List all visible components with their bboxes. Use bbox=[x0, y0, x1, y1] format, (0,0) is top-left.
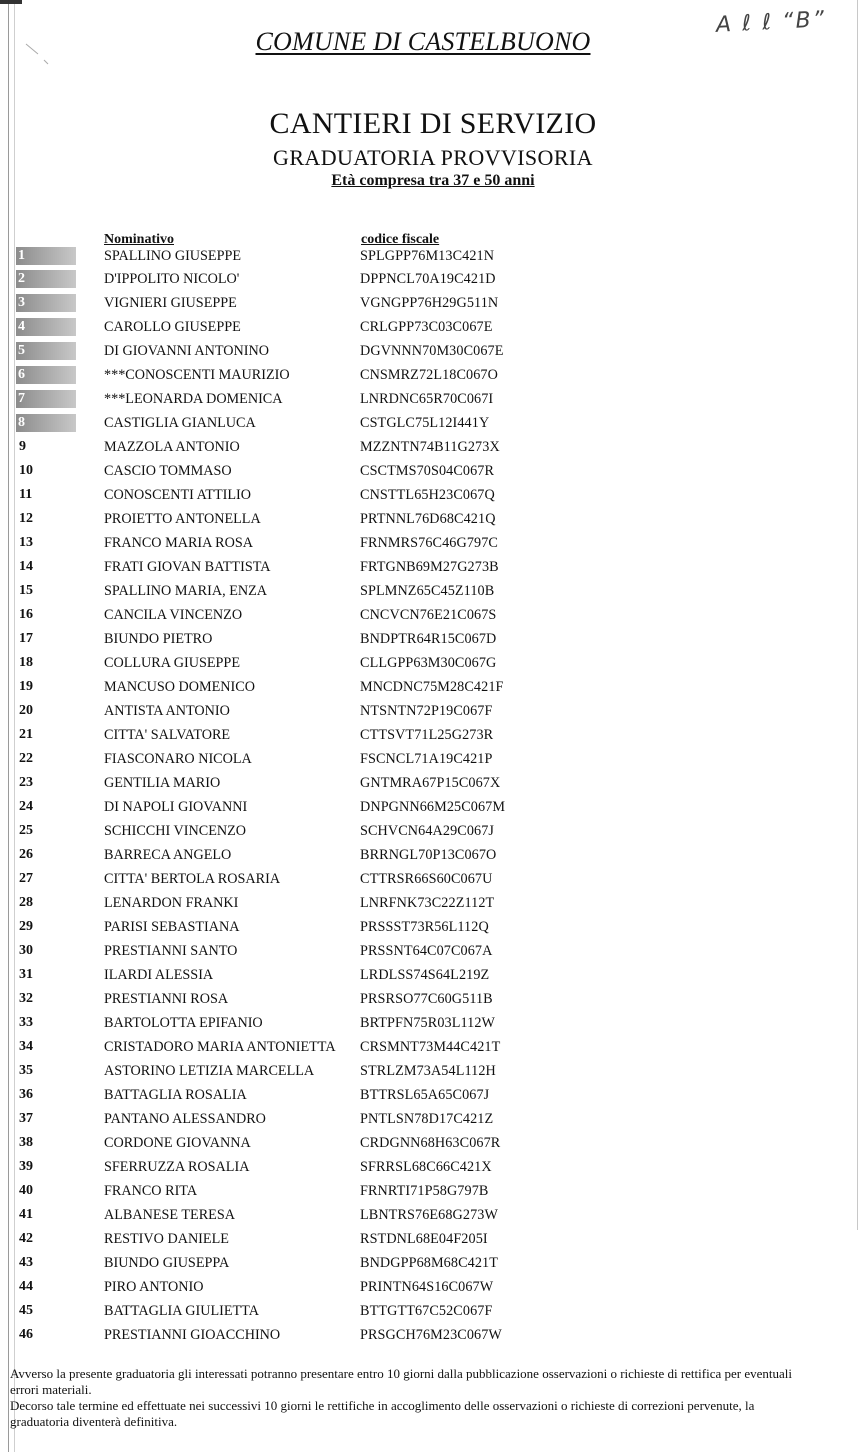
applicant-name: COLLURA GIUSEPPE bbox=[104, 655, 240, 671]
rank-number: 18 bbox=[19, 655, 33, 670]
table-row bbox=[0, 317, 866, 341]
tax-code: CSCTMS70S04C067R bbox=[360, 463, 495, 479]
tax-code: SPLMNZ65C45Z110B bbox=[360, 583, 495, 599]
applicant-name: CITTA' BERTOLA ROSARIA bbox=[104, 871, 281, 887]
tax-code: STRLZM73A54L112H bbox=[360, 1063, 496, 1079]
rank-number: 37 bbox=[19, 1111, 33, 1126]
applicant-name: ***LEONARDA DOMENICA bbox=[104, 391, 283, 407]
applicant-name: CORDONE GIOVANNA bbox=[104, 1135, 251, 1151]
table-row bbox=[0, 1277, 866, 1301]
applicant-name: BARRECA ANGELO bbox=[104, 847, 232, 863]
table-row bbox=[0, 749, 866, 773]
table-row bbox=[0, 629, 866, 653]
table-row bbox=[0, 1325, 866, 1349]
table-row bbox=[0, 989, 866, 1013]
table-row bbox=[0, 1013, 866, 1037]
table-row bbox=[0, 509, 866, 533]
applicant-name: PARISI SEBASTIANA bbox=[104, 919, 240, 935]
rank-number: 11 bbox=[19, 487, 33, 502]
applicant-name: BIUNDO GIUSEPPA bbox=[104, 1255, 230, 1271]
tax-code: CTTSVT71L25G273R bbox=[360, 727, 494, 743]
rank-number: 7 bbox=[16, 390, 76, 408]
applicant-name: RESTIVO DANIELE bbox=[104, 1231, 229, 1247]
tax-code: PRTNNL76D68C421Q bbox=[360, 511, 496, 527]
tax-code: PRINTN64S16C067W bbox=[360, 1279, 494, 1295]
tax-code: PRSSNT64C07C067A bbox=[360, 943, 493, 959]
rank-number: 6 bbox=[16, 366, 76, 384]
rank-number: 9 bbox=[19, 439, 26, 454]
table-row bbox=[0, 1181, 866, 1205]
table-row bbox=[0, 341, 866, 365]
age-range-heading: Età compresa tra 37 e 50 anni bbox=[331, 172, 535, 189]
rank-number: 38 bbox=[19, 1135, 33, 1150]
rank-number: 10 bbox=[19, 463, 33, 478]
applicant-name: CANCILA VINCENZO bbox=[104, 607, 243, 623]
rank-number: 43 bbox=[19, 1255, 33, 1270]
applicant-name: GENTILIA MARIO bbox=[104, 775, 221, 791]
table-row bbox=[0, 246, 866, 269]
tax-code: MNCDNC75M28C421F bbox=[360, 679, 504, 695]
tax-code: DNPGNN66M25C067M bbox=[360, 799, 506, 815]
tax-code: PRSRSO77C60G511B bbox=[360, 991, 493, 1007]
tax-code: PRSSST73R56L112Q bbox=[360, 919, 489, 935]
table-row bbox=[0, 269, 866, 293]
table-row bbox=[0, 365, 866, 389]
applicant-name: DI GIOVANNI ANTONINO bbox=[104, 343, 269, 359]
rank-number: 41 bbox=[19, 1207, 33, 1222]
table-row bbox=[0, 1229, 866, 1253]
tax-code: CRDGNN68H63C067R bbox=[360, 1135, 501, 1151]
tax-code: CSTGLC75L12I441Y bbox=[360, 415, 490, 431]
table-row bbox=[0, 1301, 866, 1325]
tax-code: DPPNCL70A19C421D bbox=[360, 271, 496, 287]
applicant-name: CASCIO TOMMASO bbox=[104, 463, 232, 479]
tax-code: CNSMRZ72L18C067O bbox=[360, 367, 498, 383]
tax-code: LNRFNK73C22Z112T bbox=[360, 895, 495, 911]
tax-code: CRLGPP73C03C067E bbox=[360, 319, 493, 335]
rank-number: 32 bbox=[19, 991, 33, 1006]
applicant-name: CAROLLO GIUSEPPE bbox=[104, 319, 241, 335]
tax-code: FSCNCL71A19C421P bbox=[360, 751, 493, 767]
applicant-name: BATTAGLIA GIULIETTA bbox=[104, 1303, 259, 1319]
table-row bbox=[0, 869, 866, 893]
table-row bbox=[0, 653, 866, 677]
applicant-name: PROIETTO ANTONELLA bbox=[104, 511, 261, 527]
rank-number: 19 bbox=[19, 679, 33, 694]
applicant-name: DI NAPOLI GIOVANNI bbox=[104, 799, 248, 815]
applicant-name: PIRO ANTONIO bbox=[104, 1279, 204, 1295]
table-row bbox=[0, 1133, 866, 1157]
rank-number: 8 bbox=[16, 414, 76, 432]
applicant-name: SCHICCHI VINCENZO bbox=[104, 823, 247, 839]
rank-number: 39 bbox=[19, 1159, 33, 1174]
rank-number: 23 bbox=[19, 775, 33, 790]
rank-number: 33 bbox=[19, 1015, 33, 1030]
applicant-name: PRESTIANNI SANTO bbox=[104, 943, 238, 959]
table-row bbox=[0, 821, 866, 845]
table-row bbox=[0, 1253, 866, 1277]
tax-code: DGVNNN70M30C067E bbox=[360, 343, 504, 359]
tax-code: BRRNGL70P13C067O bbox=[360, 847, 497, 863]
tax-code: FRNMRS76C46G797C bbox=[360, 535, 498, 551]
tax-code: CTTRSR66S60C067U bbox=[360, 871, 493, 887]
tax-code: RSTDNL68E04F205I bbox=[360, 1231, 488, 1247]
table-row bbox=[0, 1061, 866, 1085]
document-title: CANTIERI DI SERVIZIO bbox=[269, 107, 597, 140]
applicant-name: PRESTIANNI ROSA bbox=[104, 991, 229, 1007]
table-row bbox=[0, 413, 866, 437]
applicant-name: PRESTIANNI GIOACCHINO bbox=[104, 1327, 281, 1343]
tax-code: PRSGCH76M23C067W bbox=[360, 1327, 502, 1343]
rank-number: 42 bbox=[19, 1231, 33, 1246]
tax-code: LBNTRS76E68G273W bbox=[360, 1207, 498, 1223]
tax-code: BRTPFN75R03L112W bbox=[360, 1015, 496, 1031]
rank-number: 45 bbox=[19, 1303, 33, 1318]
rank-number: 21 bbox=[19, 727, 33, 742]
table-row bbox=[0, 797, 866, 821]
table-row bbox=[0, 605, 866, 629]
applicant-name: SPALLINO MARIA, ENZA bbox=[104, 583, 268, 599]
footer-notice bbox=[10, 1366, 810, 1430]
rank-number: 44 bbox=[19, 1279, 33, 1294]
applicant-name: PANTANO ALESSANDRO bbox=[104, 1111, 266, 1127]
applicant-name: CONOSCENTI ATTILIO bbox=[104, 487, 251, 503]
table-row bbox=[0, 437, 866, 461]
tax-code: CNSTTL65H23C067Q bbox=[360, 487, 495, 503]
tax-code: BTTRSL65A65C067J bbox=[360, 1087, 490, 1103]
rank-number: 46 bbox=[19, 1327, 33, 1342]
rank-number: 14 bbox=[19, 559, 33, 574]
rank-number: 12 bbox=[19, 511, 33, 526]
tax-code: SFRRSL68C66C421X bbox=[360, 1159, 492, 1175]
table-row bbox=[0, 1037, 866, 1061]
rank-number: 15 bbox=[19, 583, 33, 598]
rank-number: 5 bbox=[16, 342, 76, 360]
ranking-list bbox=[0, 246, 866, 1349]
applicant-name: ASTORINO LETIZIA MARCELLA bbox=[104, 1063, 315, 1079]
applicant-name: D'IPPOLITO NICOLO' bbox=[104, 271, 240, 287]
rank-number: 36 bbox=[19, 1087, 33, 1102]
rank-number: 26 bbox=[19, 847, 33, 862]
footer-paragraph-2: Decorso tale termine ed effettuate nei successivi 10 giorni le rettifiche in accoglimento delle osservazioni o richieste di correzioni pervenute, la graduatoria diventerà definitiva. bbox=[10, 1398, 755, 1429]
column-header-name: Nominativo bbox=[104, 232, 174, 247]
tax-code: BNDGPP68M68C421T bbox=[360, 1255, 498, 1271]
applicant-name: BATTAGLIA ROSALIA bbox=[104, 1087, 247, 1103]
rank-number: 29 bbox=[19, 919, 33, 934]
rank-number: 40 bbox=[19, 1183, 33, 1198]
applicant-name: BARTOLOTTA EPIFANIO bbox=[104, 1015, 263, 1031]
rank-number: 17 bbox=[19, 631, 33, 646]
applicant-name: VIGNIERI GIUSEPPE bbox=[104, 295, 237, 311]
tax-code: SCHVCN64A29C067J bbox=[360, 823, 495, 839]
applicant-name: CASTIGLIA GIANLUCA bbox=[104, 415, 256, 431]
column-header-code: codice fiscale bbox=[361, 232, 440, 247]
table-row bbox=[0, 701, 866, 725]
footer-paragraph-1: Avverso la presente graduatoria gli interessati potranno presentare entro 10 giorni dalla pubblicazione osservazioni o richieste di rettifica per eventuali errori materiali. bbox=[10, 1366, 792, 1397]
tax-code: SPLGPP76M13C421N bbox=[360, 248, 495, 264]
rank-number: 1 bbox=[16, 247, 76, 265]
applicant-name: SFERRUZZA ROSALIA bbox=[104, 1159, 250, 1175]
table-row bbox=[0, 1205, 866, 1229]
applicant-name: CITTA' SALVATORE bbox=[104, 727, 231, 743]
rank-number: 34 bbox=[19, 1039, 33, 1054]
tax-code: CRSMNT73M44C421T bbox=[360, 1039, 501, 1055]
rank-number: 30 bbox=[19, 943, 33, 958]
table-row bbox=[0, 533, 866, 557]
table-row bbox=[0, 725, 866, 749]
rank-number: 16 bbox=[19, 607, 33, 622]
table-row bbox=[0, 1109, 866, 1133]
rank-number: 35 bbox=[19, 1063, 33, 1078]
table-row bbox=[0, 893, 866, 917]
rank-number: 20 bbox=[19, 703, 33, 718]
rank-number: 13 bbox=[19, 535, 33, 550]
applicant-name: SPALLINO GIUSEPPE bbox=[104, 248, 242, 264]
rank-number: 4 bbox=[16, 318, 76, 336]
rank-number: 31 bbox=[19, 967, 33, 982]
table-row bbox=[0, 1085, 866, 1109]
applicant-name: ANTISTA ANTONIO bbox=[104, 703, 230, 719]
tax-code: CNCVCN76E21C067S bbox=[360, 607, 497, 623]
scan-corner-mark bbox=[0, 0, 22, 4]
applicant-name: MAZZOLA ANTONIO bbox=[104, 439, 240, 455]
rank-number: 25 bbox=[19, 823, 33, 838]
tax-code: BTTGTT67C52C067F bbox=[360, 1303, 493, 1319]
tax-code: MZZNTN74B11G273X bbox=[360, 439, 500, 455]
municipality-heading: COMUNE DI CASTELBUONO bbox=[255, 27, 591, 56]
applicant-name: MANCUSO DOMENICO bbox=[104, 679, 255, 695]
table-row bbox=[0, 845, 866, 869]
applicant-name: FRANCO RITA bbox=[104, 1183, 198, 1199]
rank-number: 22 bbox=[19, 751, 33, 766]
table-row bbox=[0, 293, 866, 317]
table-row bbox=[0, 485, 866, 509]
table-row bbox=[0, 917, 866, 941]
tax-code: LNRDNC65R70C067I bbox=[360, 391, 494, 407]
table-row bbox=[0, 941, 866, 965]
applicant-name: FRANCO MARIA ROSA bbox=[104, 535, 254, 551]
tax-code: PNTLSN78D17C421Z bbox=[360, 1111, 494, 1127]
table-row bbox=[0, 1157, 866, 1181]
applicant-name: FRATI GIOVAN BATTISTA bbox=[104, 559, 271, 575]
tax-code: GNTMRA67P15C067X bbox=[360, 775, 501, 791]
applicant-name: CRISTADORO MARIA ANTONIETTA bbox=[104, 1039, 336, 1055]
tax-code: FRTGNB69M27G273B bbox=[360, 559, 499, 575]
applicant-name: ILARDI ALESSIA bbox=[104, 967, 214, 983]
rank-number: 28 bbox=[19, 895, 33, 910]
table-row bbox=[0, 557, 866, 581]
applicant-name: ALBANESE TERESA bbox=[104, 1207, 235, 1223]
rank-number: 3 bbox=[16, 294, 76, 312]
table-row bbox=[0, 677, 866, 701]
tax-code: CLLGPP63M30C067G bbox=[360, 655, 497, 671]
table-row bbox=[0, 461, 866, 485]
tax-code: NTSNTN72P19C067F bbox=[360, 703, 493, 719]
tax-code: FRNRTI71P58G797B bbox=[360, 1183, 489, 1199]
rank-number: 27 bbox=[19, 871, 33, 886]
table-row bbox=[0, 581, 866, 605]
rank-number: 24 bbox=[19, 799, 33, 814]
handwritten-annotation: A ℓ ℓ “B” bbox=[715, 7, 827, 38]
tax-code: LRDLSS74S64L219Z bbox=[360, 967, 490, 983]
applicant-name: ***CONOSCENTI MAURIZIO bbox=[104, 367, 290, 383]
tax-code: VGNGPP76H29G511N bbox=[360, 295, 499, 311]
table-row bbox=[0, 965, 866, 989]
applicant-name: FIASCONARO NICOLA bbox=[104, 751, 252, 767]
applicant-name: BIUNDO PIETRO bbox=[104, 631, 213, 647]
applicant-name: LENARDON FRANKI bbox=[104, 895, 239, 911]
document-subtitle: GRADUATORIA PROVVISORIA bbox=[273, 145, 593, 170]
tax-code: BNDPTR64R15C067D bbox=[360, 631, 497, 647]
table-row bbox=[0, 389, 866, 413]
table-row bbox=[0, 773, 866, 797]
rank-number: 2 bbox=[16, 270, 76, 288]
